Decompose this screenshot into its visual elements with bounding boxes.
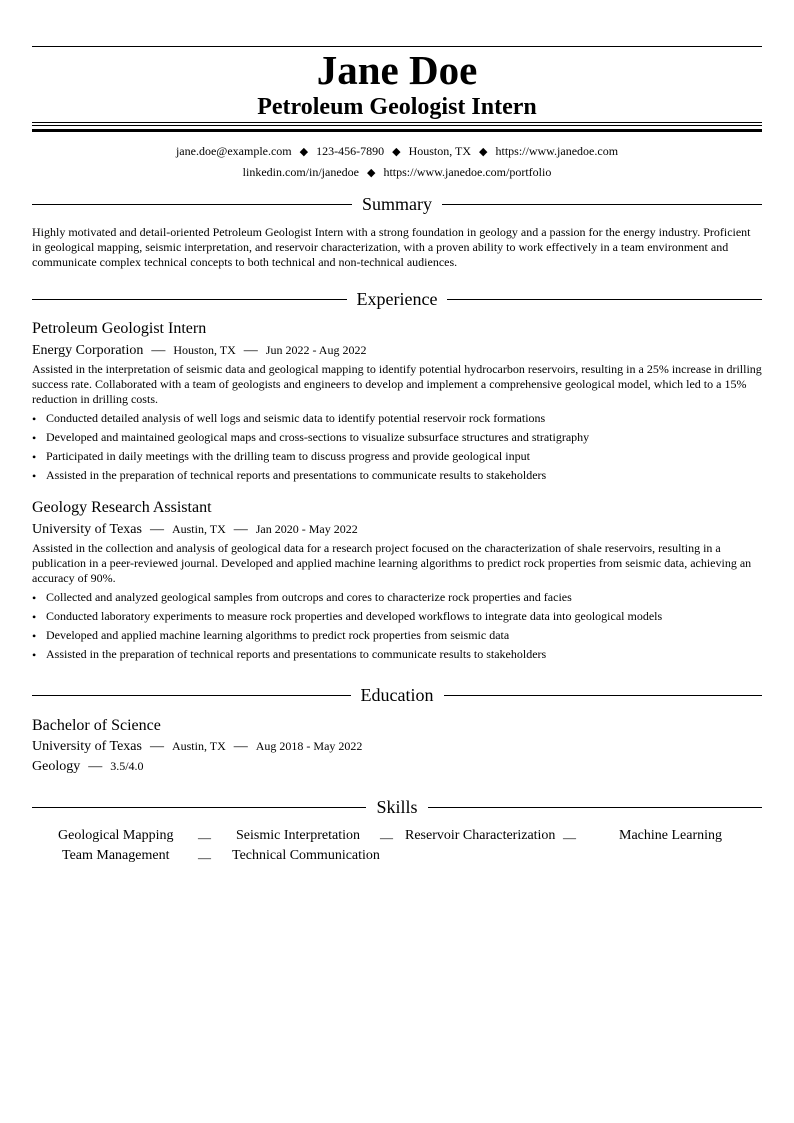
skills-heading: Skills	[376, 797, 418, 817]
skill-item: Team Management	[62, 848, 170, 863]
job-meta	[32, 341, 366, 360]
job-location: Houston, TX	[173, 343, 236, 357]
list-item: • Participated in daily meetings with the drilling team to discuss progress and provide geological input	[32, 449, 530, 464]
dash-separator: —	[380, 830, 393, 845]
list-item: • Assisted in the preparation of technical reports and presentations to communicate results to stakeholders	[32, 468, 547, 483]
list-item: • Developed and maintained geological maps and cross-sections to visualize subsurface structures and stratigraphy	[32, 430, 590, 445]
dash-separator: —	[563, 830, 576, 845]
email-link[interactable]: jane.doe@example.com	[175, 144, 292, 158]
website-link[interactable]: https://www.janedoe.com	[495, 144, 619, 158]
diamond-icon: ◆	[479, 146, 488, 158]
bullet-icon: •	[32, 648, 37, 662]
gpa: 3.5/4.0	[110, 759, 144, 773]
major: Geology	[32, 759, 81, 774]
school-name: University of Texas	[32, 739, 142, 754]
job-company: University of Texas	[32, 522, 142, 537]
skill-item: Seismic Interpretation	[236, 828, 361, 843]
summary-text: Highly motivated and detail-oriented Petroleum Geologist Intern with a strong foundation in geology and a passion for the energy industry. Proficient in geological mapping, seismic interpretation, and reservoir characterization, with a proven ability to work effectively in a team environment and communicate complex technical concepts to both technical and non-technical audiences.	[32, 225, 751, 269]
education-heading: Education	[360, 685, 434, 705]
education-meta	[32, 737, 362, 756]
diamond-icon: ◆	[299, 146, 309, 158]
major-line	[32, 757, 144, 776]
summary-heading: Summary	[362, 194, 432, 214]
job-title: Geology Research Assistant	[32, 499, 212, 516]
experience-header	[32, 288, 762, 310]
skill-item: Reservoir Characterization	[405, 828, 556, 843]
job-title: Petroleum Geologist Intern	[32, 320, 207, 337]
title-rule-2	[32, 125, 762, 126]
dash-separator: —	[198, 850, 211, 865]
contact-line-2	[32, 164, 762, 181]
job-dates: Jan 2020 - May 2022	[255, 522, 358, 536]
education-dates: Aug 2018 - May 2022	[255, 739, 363, 753]
dash-separator: —	[233, 739, 248, 754]
dash-separator: —	[149, 522, 164, 537]
job-dates: Jun 2022 - Aug 2022	[265, 343, 367, 357]
dash-separator: —	[149, 739, 164, 754]
candidate-name: Jane Doe	[316, 47, 478, 93]
bullet-icon: •	[32, 469, 37, 483]
dash-separator: —	[151, 343, 166, 358]
diamond-icon: ◆	[392, 146, 401, 158]
phone-number[interactable]: 123-456-7890	[316, 144, 385, 158]
skill-item: Geological Mapping	[58, 828, 174, 843]
dash-separator: —	[233, 522, 248, 537]
list-item: • Collected and analyzed geological samples from outcrops and cores to characterize rock properties and facies	[32, 590, 572, 605]
list-item: • Assisted in the preparation of technical reports and presentations to communicate results to stakeholders	[32, 647, 547, 662]
degree-title: Bachelor of Science	[32, 717, 161, 734]
job-description: Assisted in the interpretation of seismic data and geological mapping to identify potential hydrocarbon reservoirs, resulting in a 25% increase in drilling success rate. Collaborated with a team of geologists and engineers to develop and implement a comprehensive geological model, which led to a 15% reduction in drilling costs.	[32, 362, 762, 406]
dash-separator: —	[198, 830, 211, 845]
list-item: • Conducted detailed analysis of well logs and seismic data to identify potential reservoir rock formations	[32, 411, 546, 426]
bullet-icon: •	[32, 591, 37, 605]
job-bullets	[32, 411, 762, 487]
linkedin-link[interactable]: linkedin.com/in/janedoe	[242, 165, 359, 179]
contact-line-1	[32, 143, 762, 160]
job-meta	[32, 520, 358, 539]
experience-heading: Experience	[356, 289, 438, 309]
job-location: Austin, TX	[171, 522, 226, 536]
bullet-icon: •	[32, 431, 37, 445]
bullet-icon: •	[32, 629, 37, 643]
bullet-icon: •	[32, 450, 37, 464]
bullet-icon: •	[32, 412, 37, 426]
diamond-icon: ◆	[366, 167, 376, 179]
location: Houston, TX	[408, 144, 472, 158]
skill-item: Technical Communication	[232, 848, 380, 863]
school-location: Austin, TX	[171, 739, 226, 753]
job-bullets	[32, 590, 762, 666]
job-company: Energy Corporation	[32, 343, 144, 358]
dash-separator: —	[88, 759, 103, 774]
candidate-title: Petroleum Geologist Intern	[257, 94, 537, 120]
dash-separator: —	[243, 343, 258, 358]
job-description: Assisted in the collection and analysis of geological data for a research project focused on the characterization of shale reservoirs, resulting in a publication in a peer-reviewed journal. Developed and applied machine learning algorithms to predict rock properties from seismic data, achieving an accuracy of 90%.	[32, 541, 752, 585]
education-header	[32, 684, 762, 706]
title-rule-1	[32, 122, 762, 123]
list-item: • Conducted laboratory experiments to measure rock properties and developed workflows to integrate data into geological models	[32, 609, 663, 624]
summary-header	[32, 193, 762, 215]
list-item: • Developed and applied machine learning algorithms to predict rock properties from seismic data	[32, 628, 510, 643]
bullet-icon: •	[32, 610, 37, 624]
portfolio-link[interactable]: https://www.janedoe.com/portfolio	[383, 165, 552, 179]
title-rule-3	[32, 129, 762, 132]
skill-item: Machine Learning	[619, 828, 723, 843]
skills-header	[32, 796, 762, 818]
